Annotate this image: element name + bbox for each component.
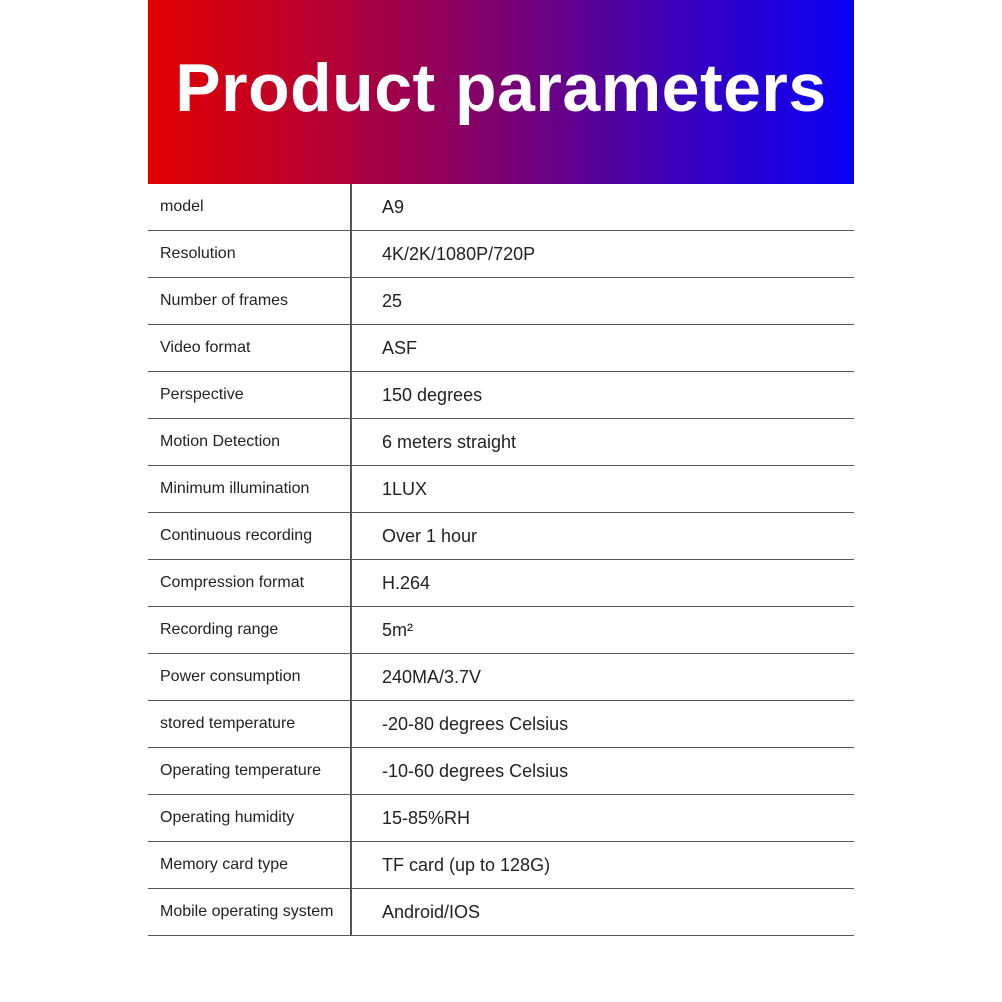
table-row — [148, 560, 854, 607]
spec-label: Resolution — [160, 245, 236, 262]
spec-value: 15-85%RH — [382, 807, 471, 828]
spec-label: Number of frames — [160, 292, 289, 309]
spec-value: TF card (up to 128G) — [382, 854, 551, 875]
column-divider — [350, 701, 352, 747]
spec-value: 240MA/3.7V — [382, 666, 482, 687]
column-divider — [350, 184, 352, 230]
column-divider — [350, 513, 352, 559]
spec-label: Compression format — [160, 574, 305, 591]
table-row — [148, 607, 854, 654]
spec-label: Memory card type — [160, 856, 289, 873]
spec-label: Operating temperature — [160, 762, 321, 779]
column-divider — [350, 231, 352, 277]
spec-value: 4K/2K/1080P/720P — [382, 243, 536, 264]
spec-value: -20-80 degrees Celsius — [382, 713, 569, 734]
table-row — [148, 842, 854, 889]
column-divider — [350, 325, 352, 371]
spec-value: H.264 — [382, 572, 431, 593]
spec-label: Power consumption — [160, 668, 301, 685]
table-row — [148, 513, 854, 560]
table-row — [148, 231, 854, 278]
spec-value: -10-60 degrees Celsius — [382, 760, 569, 781]
spec-value: A9 — [382, 196, 405, 217]
spec-label: Motion Detection — [160, 433, 281, 450]
spec-value: 5m² — [382, 619, 413, 640]
spec-value: Over 1 hour — [382, 525, 478, 546]
table-row — [148, 325, 854, 372]
column-divider — [350, 278, 352, 324]
spec-label: stored temperature — [160, 715, 296, 732]
spec-value: 6 meters straight — [382, 431, 517, 452]
table-row — [148, 654, 854, 701]
spec-label: Perspective — [160, 386, 244, 403]
spec-value: Android/IOS — [382, 901, 481, 922]
column-divider — [350, 560, 352, 606]
table-row — [148, 701, 854, 748]
spec-table — [148, 184, 854, 936]
spec-label: model — [160, 198, 204, 215]
column-divider — [350, 842, 352, 888]
spec-label: Continuous recording — [160, 527, 313, 544]
column-divider — [350, 466, 352, 512]
table-row — [148, 795, 854, 842]
spec-label: Mobile operating system — [160, 903, 334, 920]
spec-label: Video format — [160, 339, 251, 356]
table-row — [148, 372, 854, 419]
table-row — [148, 184, 854, 231]
page-title: Product parameters — [175, 50, 827, 126]
table-row — [148, 748, 854, 795]
column-divider — [350, 607, 352, 653]
column-divider — [350, 795, 352, 841]
column-divider — [350, 419, 352, 465]
spec-value: 150 degrees — [382, 384, 483, 405]
column-divider — [350, 654, 352, 700]
spec-value: 1LUX — [382, 478, 428, 499]
table-row — [148, 466, 854, 513]
column-divider — [350, 372, 352, 418]
table-row — [148, 889, 854, 936]
spec-label: Minimum illumination — [160, 480, 310, 497]
spec-value: 25 — [382, 290, 403, 311]
title-banner — [148, 0, 854, 184]
spec-value: ASF — [382, 337, 418, 358]
table-row — [148, 419, 854, 466]
column-divider — [350, 748, 352, 794]
column-divider — [350, 889, 352, 935]
spec-label: Operating humidity — [160, 809, 295, 826]
spec-label: Recording range — [160, 621, 279, 638]
table-row — [148, 278, 854, 325]
